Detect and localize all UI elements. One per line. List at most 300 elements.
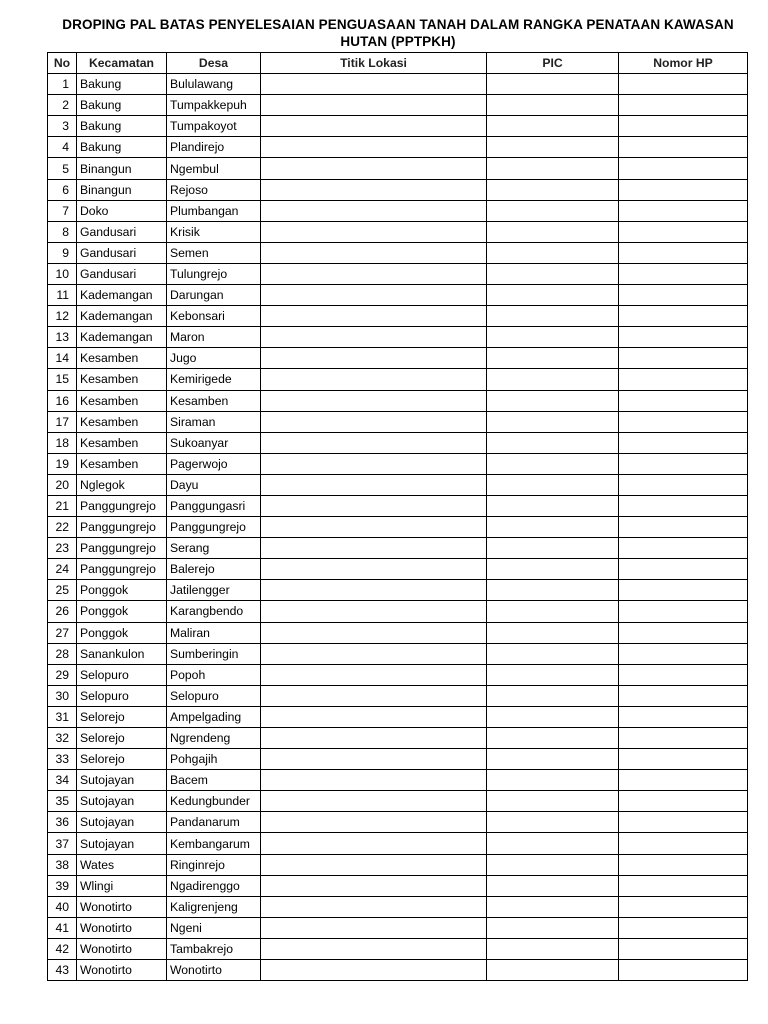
document-title-line-1: DROPING PAL BATAS PENYELESAIAN PENGUASAAN TANAH DALAM RANGKA PENATAAN KAWASAN [62,17,734,32]
cell-titik-lokasi[interactable] [261,158,487,179]
table-row [48,285,748,306]
cell-pic[interactable] [487,306,619,327]
cell-titik-lokasi[interactable] [261,453,487,474]
cell-titik-lokasi[interactable] [261,390,487,411]
cell-nomor-hp[interactable] [619,917,748,938]
cell-desa: Tumpakkepuh [167,95,261,116]
cell-nomor-hp[interactable] [619,390,748,411]
cell-nomor-hp[interactable] [619,327,748,348]
table-row [48,791,748,812]
cell-kecamatan: Panggungrejo [77,538,167,559]
cell-pic[interactable] [487,728,619,749]
cell-nomor-hp[interactable] [619,875,748,896]
cell-nomor-hp[interactable] [619,622,748,643]
cell-pic[interactable] [487,116,619,137]
cell-nomor-hp[interactable] [619,432,748,453]
cell-nomor-hp[interactable] [619,685,748,706]
cell-titik-lokasi[interactable] [261,770,487,791]
cell-desa: Dayu [167,474,261,495]
cell-titik-lokasi[interactable] [261,622,487,643]
cell-titik-lokasi[interactable] [261,833,487,854]
cell-titik-lokasi[interactable] [261,242,487,263]
cell-no: 16 [48,390,77,411]
cell-pic[interactable] [487,812,619,833]
cell-titik-lokasi[interactable] [261,306,487,327]
cell-pic[interactable] [487,137,619,158]
cell-desa: Sumberingin [167,643,261,664]
cell-no: 2 [48,95,77,116]
cell-titik-lokasi[interactable] [261,95,487,116]
cell-titik-lokasi[interactable] [261,74,487,95]
cell-no: 41 [48,917,77,938]
cell-desa: Tambakrejo [167,938,261,959]
table-row [48,495,748,516]
cell-no: 39 [48,875,77,896]
cell-desa: Kesamben [167,390,261,411]
cell-kecamatan: Bakung [77,137,167,158]
cell-pic[interactable] [487,875,619,896]
cell-kecamatan: Wonotirto [77,917,167,938]
cell-pic[interactable] [487,95,619,116]
cell-nomor-hp[interactable] [619,200,748,221]
data-table [47,52,748,981]
cell-titik-lokasi[interactable] [261,517,487,538]
cell-titik-lokasi[interactable] [261,221,487,242]
cell-pic[interactable] [487,854,619,875]
cell-kecamatan: Sutojayan [77,770,167,791]
table-row [48,538,748,559]
cell-nomor-hp[interactable] [619,411,748,432]
table-row [48,559,748,580]
cell-titik-lokasi[interactable] [261,179,487,200]
cell-kecamatan: Sanankulon [77,643,167,664]
cell-desa: Semen [167,242,261,263]
header-no: No [48,53,77,74]
cell-no: 11 [48,285,77,306]
cell-titik-lokasi[interactable] [261,538,487,559]
cell-titik-lokasi[interactable] [261,116,487,137]
cell-no: 37 [48,833,77,854]
cell-kecamatan: Wonotirto [77,960,167,981]
cell-no: 26 [48,601,77,622]
cell-desa: Bululawang [167,74,261,95]
cell-titik-lokasi[interactable] [261,327,487,348]
cell-kecamatan: Gandusari [77,221,167,242]
cell-desa: Selopuro [167,685,261,706]
cell-no: 13 [48,327,77,348]
cell-titik-lokasi[interactable] [261,875,487,896]
table-row [48,263,748,284]
cell-pic[interactable] [487,896,619,917]
cell-no: 15 [48,369,77,390]
cell-pic[interactable] [487,327,619,348]
cell-no: 21 [48,495,77,516]
cell-no: 22 [48,517,77,538]
cell-kecamatan: Panggungrejo [77,517,167,538]
cell-pic[interactable] [487,285,619,306]
cell-pic[interactable] [487,580,619,601]
table-row [48,601,748,622]
table-row [48,158,748,179]
cell-no: 24 [48,559,77,580]
cell-desa: Kembangarum [167,833,261,854]
cell-kecamatan: Wates [77,854,167,875]
cell-kecamatan: Panggungrejo [77,495,167,516]
cell-desa: Ringinrejo [167,854,261,875]
cell-kecamatan: Doko [77,200,167,221]
table-row [48,74,748,95]
cell-nomor-hp[interactable] [619,369,748,390]
cell-no: 29 [48,664,77,685]
cell-desa: Pandanarum [167,812,261,833]
cell-pic[interactable] [487,960,619,981]
cell-nomor-hp[interactable] [619,559,748,580]
cell-titik-lokasi[interactable] [261,728,487,749]
cell-no: 34 [48,770,77,791]
cell-titik-lokasi[interactable] [261,495,487,516]
cell-no: 28 [48,643,77,664]
cell-pic[interactable] [487,559,619,580]
table-row [48,749,748,770]
cell-kecamatan: Gandusari [77,242,167,263]
cell-nomor-hp[interactable] [619,601,748,622]
cell-titik-lokasi[interactable] [261,285,487,306]
cell-desa: Karangbendo [167,601,261,622]
cell-no: 33 [48,749,77,770]
cell-pic[interactable] [487,643,619,664]
cell-kecamatan: Wlingi [77,875,167,896]
cell-pic[interactable] [487,432,619,453]
cell-no: 8 [48,221,77,242]
cell-no: 3 [48,116,77,137]
cell-pic[interactable] [487,770,619,791]
cell-desa: Ampelgading [167,706,261,727]
table-row [48,348,748,369]
cell-nomor-hp[interactable] [619,263,748,284]
cell-kecamatan: Kademangan [77,306,167,327]
cell-desa: Jatilengger [167,580,261,601]
cell-kecamatan: Gandusari [77,263,167,284]
cell-kecamatan: Selopuro [77,685,167,706]
table-row [48,221,748,242]
cell-nomor-hp[interactable] [619,242,748,263]
cell-titik-lokasi[interactable] [261,411,487,432]
cell-desa: Panggungrejo [167,517,261,538]
table-row [48,453,748,474]
table-row [48,875,748,896]
cell-desa: Pagerwojo [167,453,261,474]
cell-pic[interactable] [487,791,619,812]
cell-nomor-hp[interactable] [619,306,748,327]
cell-nomor-hp[interactable] [619,495,748,516]
cell-desa: Ngeni [167,917,261,938]
cell-desa: Krisik [167,221,261,242]
cell-pic[interactable] [487,538,619,559]
cell-desa: Ngadirenggo [167,875,261,896]
cell-no: 38 [48,854,77,875]
table-row [48,474,748,495]
cell-pic[interactable] [487,263,619,284]
cell-desa: Kaligrenjeng [167,896,261,917]
cell-no: 9 [48,242,77,263]
cell-pic[interactable] [487,369,619,390]
cell-nomor-hp[interactable] [619,95,748,116]
cell-no: 35 [48,791,77,812]
cell-nomor-hp[interactable] [619,221,748,242]
table-row [48,938,748,959]
cell-nomor-hp[interactable] [619,833,748,854]
table-row [48,411,748,432]
cell-pic[interactable] [487,664,619,685]
cell-nomor-hp[interactable] [619,116,748,137]
cell-nomor-hp[interactable] [619,896,748,917]
cell-pic[interactable] [487,474,619,495]
cell-desa: Siraman [167,411,261,432]
cell-pic[interactable] [487,453,619,474]
cell-nomor-hp[interactable] [619,812,748,833]
cell-kecamatan: Ponggok [77,622,167,643]
cell-no: 4 [48,137,77,158]
cell-titik-lokasi[interactable] [261,200,487,221]
cell-no: 30 [48,685,77,706]
cell-no: 20 [48,474,77,495]
cell-pic[interactable] [487,179,619,200]
cell-desa: Kebonsari [167,306,261,327]
cell-kecamatan: Selopuro [77,664,167,685]
cell-desa: Panggungasri [167,495,261,516]
cell-desa: Tulungrejo [167,263,261,284]
cell-titik-lokasi[interactable] [261,137,487,158]
table-row [48,95,748,116]
cell-nomor-hp[interactable] [619,453,748,474]
cell-nomor-hp[interactable] [619,474,748,495]
cell-no: 1 [48,74,77,95]
cell-nomor-hp[interactable] [619,158,748,179]
cell-titik-lokasi[interactable] [261,664,487,685]
cell-pic[interactable] [487,706,619,727]
cell-pic[interactable] [487,158,619,179]
table-row [48,685,748,706]
cell-kecamatan: Kesamben [77,411,167,432]
cell-no: 14 [48,348,77,369]
cell-kecamatan: Kademangan [77,327,167,348]
document-title-line-2: HUTAN (PPTPKH) [340,34,456,49]
cell-nomor-hp[interactable] [619,179,748,200]
cell-pic[interactable] [487,833,619,854]
cell-nomor-hp[interactable] [619,854,748,875]
cell-pic[interactable] [487,390,619,411]
cell-desa: Kemirigede [167,369,261,390]
cell-no: 40 [48,896,77,917]
cell-no: 25 [48,580,77,601]
cell-titik-lokasi[interactable] [261,685,487,706]
cell-titik-lokasi[interactable] [261,559,487,580]
table-row [48,960,748,981]
cell-nomor-hp[interactable] [619,580,748,601]
cell-no: 27 [48,622,77,643]
cell-pic[interactable] [487,200,619,221]
document-title [40,16,756,50]
cell-titik-lokasi[interactable] [261,896,487,917]
cell-desa: Serang [167,538,261,559]
cell-pic[interactable] [487,348,619,369]
cell-desa: Pohgajih [167,749,261,770]
table-row [48,327,748,348]
cell-nomor-hp[interactable] [619,749,748,770]
cell-pic[interactable] [487,601,619,622]
cell-desa: Kedungbunder [167,791,261,812]
table-row [48,854,748,875]
cell-kecamatan: Kademangan [77,285,167,306]
header-kecamatan: Kecamatan [77,53,167,74]
cell-kecamatan: Wonotirto [77,896,167,917]
cell-no: 6 [48,179,77,200]
cell-desa: Ngembul [167,158,261,179]
table-row [48,580,748,601]
cell-titik-lokasi[interactable] [261,432,487,453]
cell-nomor-hp[interactable] [619,517,748,538]
cell-desa: Maron [167,327,261,348]
cell-kecamatan: Bakung [77,116,167,137]
table-row [48,432,748,453]
cell-titik-lokasi[interactable] [261,938,487,959]
cell-pic[interactable] [487,242,619,263]
table-row [48,917,748,938]
cell-kecamatan: Sutojayan [77,833,167,854]
cell-kecamatan: Kesamben [77,390,167,411]
header-pic: PIC [487,53,619,74]
cell-kecamatan: Kesamben [77,432,167,453]
table-header-row [48,53,748,74]
cell-no: 43 [48,960,77,981]
cell-no: 23 [48,538,77,559]
cell-titik-lokasi[interactable] [261,749,487,770]
cell-nomor-hp[interactable] [619,728,748,749]
cell-nomor-hp[interactable] [619,348,748,369]
table-row [48,369,748,390]
cell-kecamatan: Sutojayan [77,812,167,833]
cell-no: 32 [48,728,77,749]
cell-no: 18 [48,432,77,453]
table-row [48,517,748,538]
cell-nomor-hp[interactable] [619,960,748,981]
cell-titik-lokasi[interactable] [261,706,487,727]
cell-pic[interactable] [487,685,619,706]
cell-nomor-hp[interactable] [619,706,748,727]
cell-kecamatan: Ponggok [77,601,167,622]
cell-desa: Sukoanyar [167,432,261,453]
table-row [48,306,748,327]
cell-pic[interactable] [487,622,619,643]
cell-nomor-hp[interactable] [619,285,748,306]
table-row [48,812,748,833]
cell-kecamatan: Bakung [77,95,167,116]
cell-titik-lokasi[interactable] [261,474,487,495]
cell-desa: Bacem [167,770,261,791]
cell-pic[interactable] [487,749,619,770]
cell-titik-lokasi[interactable] [261,917,487,938]
cell-no: 7 [48,200,77,221]
header-desa: Desa [167,53,261,74]
cell-titik-lokasi[interactable] [261,960,487,981]
table-row [48,728,748,749]
cell-titik-lokasi[interactable] [261,791,487,812]
cell-desa: Plumbangan [167,200,261,221]
cell-pic[interactable] [487,74,619,95]
cell-titik-lokasi[interactable] [261,601,487,622]
cell-kecamatan: Selorejo [77,728,167,749]
cell-desa: Popoh [167,664,261,685]
cell-nomor-hp[interactable] [619,137,748,158]
cell-desa: Balerejo [167,559,261,580]
cell-pic[interactable] [487,517,619,538]
cell-nomor-hp[interactable] [619,643,748,664]
cell-nomor-hp[interactable] [619,538,748,559]
cell-pic[interactable] [487,221,619,242]
cell-no: 12 [48,306,77,327]
cell-kecamatan: Nglegok [77,474,167,495]
cell-titik-lokasi[interactable] [261,263,487,284]
cell-pic[interactable] [487,938,619,959]
cell-nomor-hp[interactable] [619,664,748,685]
cell-no: 42 [48,938,77,959]
cell-nomor-hp[interactable] [619,74,748,95]
cell-desa: Rejoso [167,179,261,200]
table-row [48,664,748,685]
header-nomor-hp: Nomor HP [619,53,748,74]
cell-kecamatan: Binangun [77,158,167,179]
table-row [48,242,748,263]
cell-pic[interactable] [487,411,619,432]
cell-nomor-hp[interactable] [619,791,748,812]
cell-kecamatan: Selorejo [77,749,167,770]
cell-desa: Maliran [167,622,261,643]
table-row [48,137,748,158]
cell-kecamatan: Wonotirto [77,938,167,959]
table-row [48,179,748,200]
cell-kecamatan: Kesamben [77,348,167,369]
cell-desa: Plandirejo [167,137,261,158]
cell-no: 31 [48,706,77,727]
cell-kecamatan: Binangun [77,179,167,200]
table-row [48,706,748,727]
table-row [48,200,748,221]
cell-no: 10 [48,263,77,284]
cell-pic[interactable] [487,495,619,516]
cell-kecamatan: Kesamben [77,453,167,474]
cell-titik-lokasi[interactable] [261,348,487,369]
cell-titik-lokasi[interactable] [261,812,487,833]
cell-titik-lokasi[interactable] [261,580,487,601]
cell-kecamatan: Kesamben [77,369,167,390]
cell-titik-lokasi[interactable] [261,854,487,875]
cell-nomor-hp[interactable] [619,770,748,791]
table-row [48,622,748,643]
cell-kecamatan: Bakung [77,74,167,95]
cell-titik-lokasi[interactable] [261,369,487,390]
table-row [48,896,748,917]
table-row [48,833,748,854]
cell-desa: Darungan [167,285,261,306]
table-row [48,116,748,137]
cell-kecamatan: Ponggok [77,580,167,601]
cell-nomor-hp[interactable] [619,938,748,959]
cell-pic[interactable] [487,917,619,938]
cell-desa: Tumpakoyot [167,116,261,137]
table-row [48,390,748,411]
cell-kecamatan: Panggungrejo [77,559,167,580]
cell-titik-lokasi[interactable] [261,643,487,664]
